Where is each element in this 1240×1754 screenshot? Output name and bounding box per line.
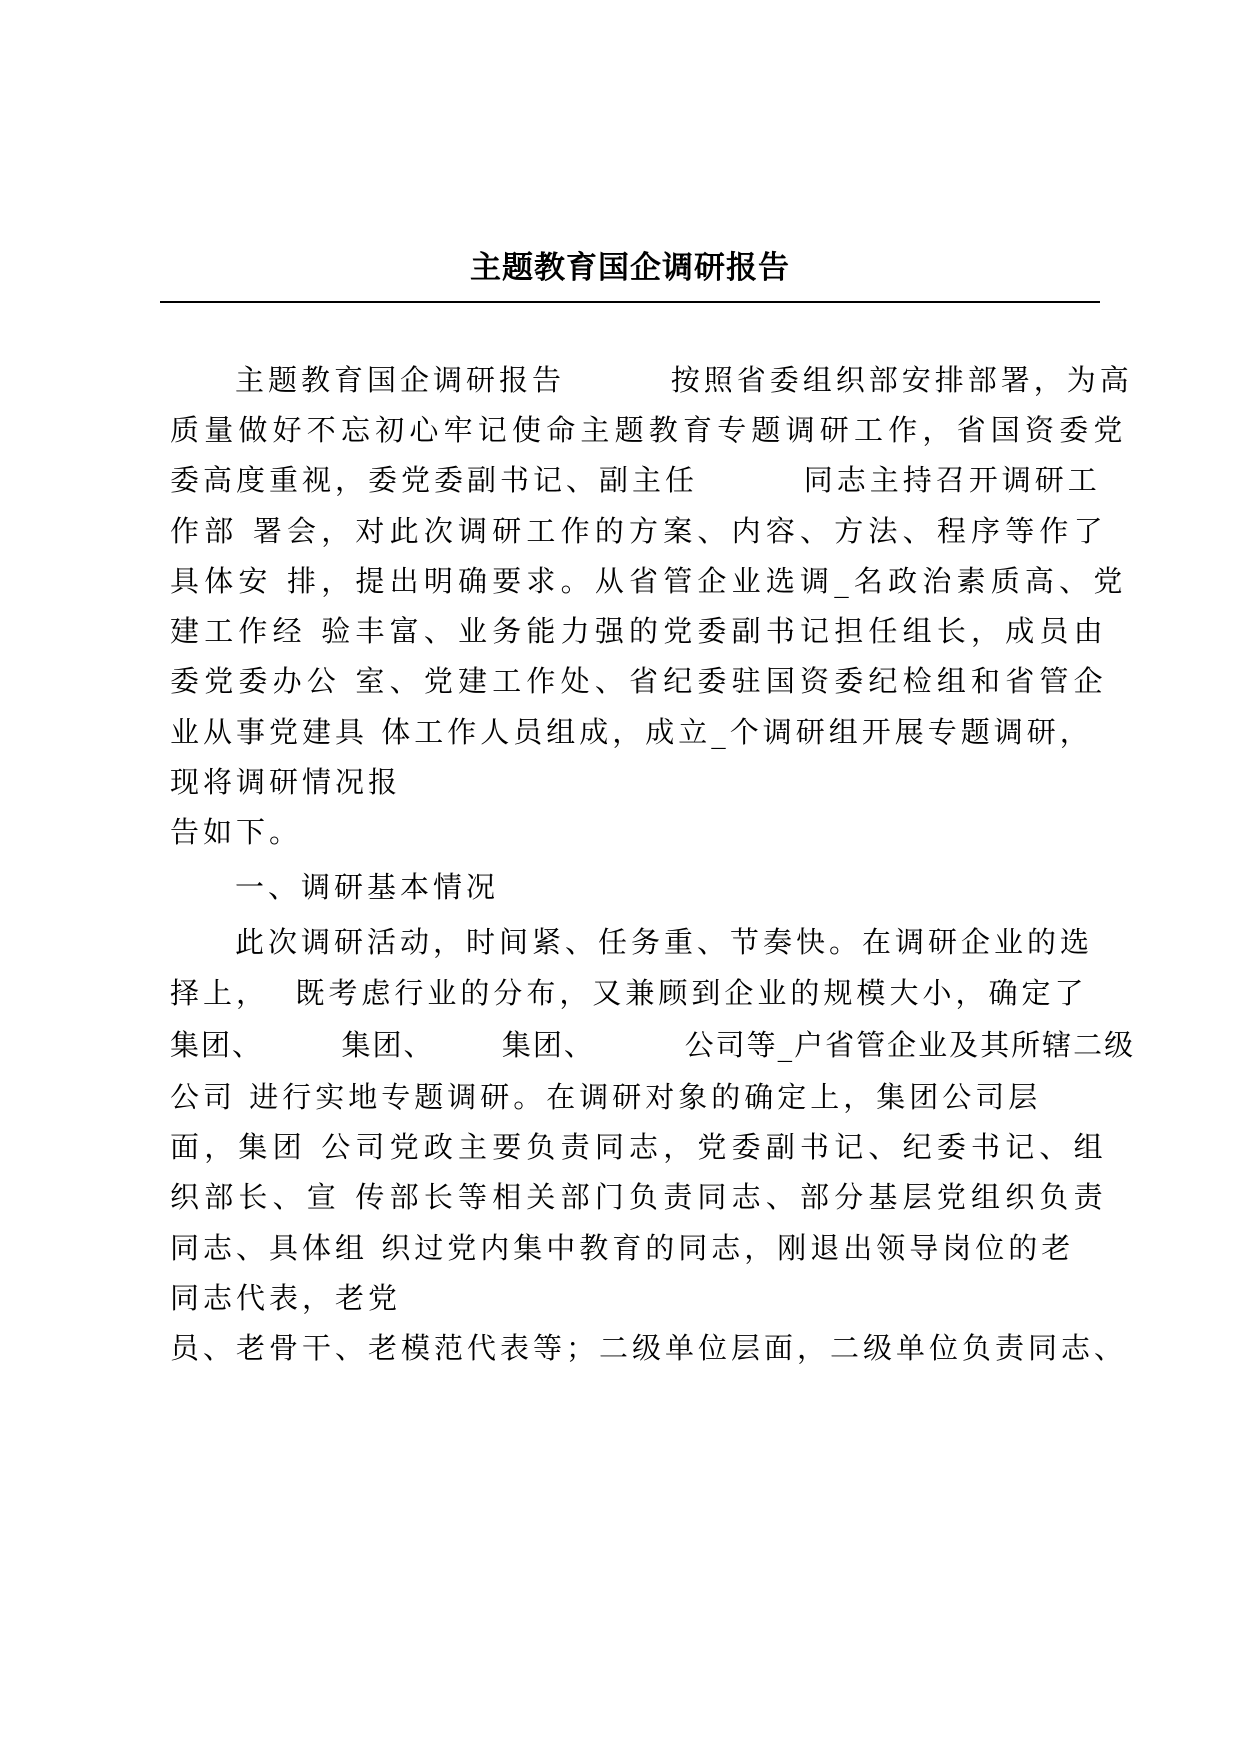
body-line: 同志、具体组 织过党内集中教育的同志，刚退出领导岗位的老 bbox=[170, 1231, 1075, 1265]
body-line: 作部 署会，对此次调研工作的方案、内容、方法、程序等作了 bbox=[170, 514, 1108, 548]
body-line: 公司 进行实地专题调研。在调研对象的确定上，集团公司层 bbox=[170, 1080, 1042, 1114]
body-line: 主题教育国企调研报告 按照省委组织部安排部署，为高 bbox=[235, 363, 1133, 397]
body-line: 质量做好不忘初心牢记使命主题教育专题调研工作，省国资委党 bbox=[170, 413, 1128, 447]
body-line: 现将调研情况报 bbox=[170, 765, 402, 799]
body-line: 集团、 集团、 集团、 公司等_户省管企业及其所辖二级 bbox=[170, 1028, 1136, 1062]
body-line: 委高度重视，委党委副书记、副主任 同志主持召开调研工 bbox=[170, 463, 1101, 497]
body-line: 告如下。 bbox=[170, 815, 303, 849]
body-line: 委党委办公 室、党建工作处、省纪委驻国资委纪检组和省管企 bbox=[170, 664, 1108, 698]
body-line: 业从事党建具 体工作人员组成，成立_个调研组开展专题调研， bbox=[170, 715, 1093, 749]
body-line: 员、老骨干、老模范代表等；二级单位层面，二级单位负责同志、 bbox=[170, 1331, 1128, 1365]
body-line: 面，集团 公司党政主要负责同志，党委副书记、纪委书记、组 bbox=[170, 1130, 1108, 1164]
section-heading: 一、调研基本情况 bbox=[235, 870, 500, 904]
body-line: 同志代表，老党 bbox=[170, 1281, 402, 1315]
body-line: 此次调研活动，时间紧、任务重、节奏快。在调研企业的选 bbox=[235, 925, 1094, 959]
body-line: 择上， 既考虑行业的分布，又兼顾到企业的规模大小，确定了 bbox=[170, 976, 1088, 1010]
title-underline bbox=[160, 301, 1100, 303]
document-title: 主题教育国企调研报告 bbox=[470, 250, 790, 286]
body-line: 具体安 排，提出明确要求。从省管企业选调_名政治素质高、党 bbox=[170, 564, 1128, 598]
body-line: 织部长、宣 传部长等相关部门负责同志、部分基层党组织负责 bbox=[170, 1180, 1108, 1214]
body-line: 建工作经 验丰富、业务能力强的党委副书记担任组长，成员由 bbox=[170, 614, 1108, 648]
